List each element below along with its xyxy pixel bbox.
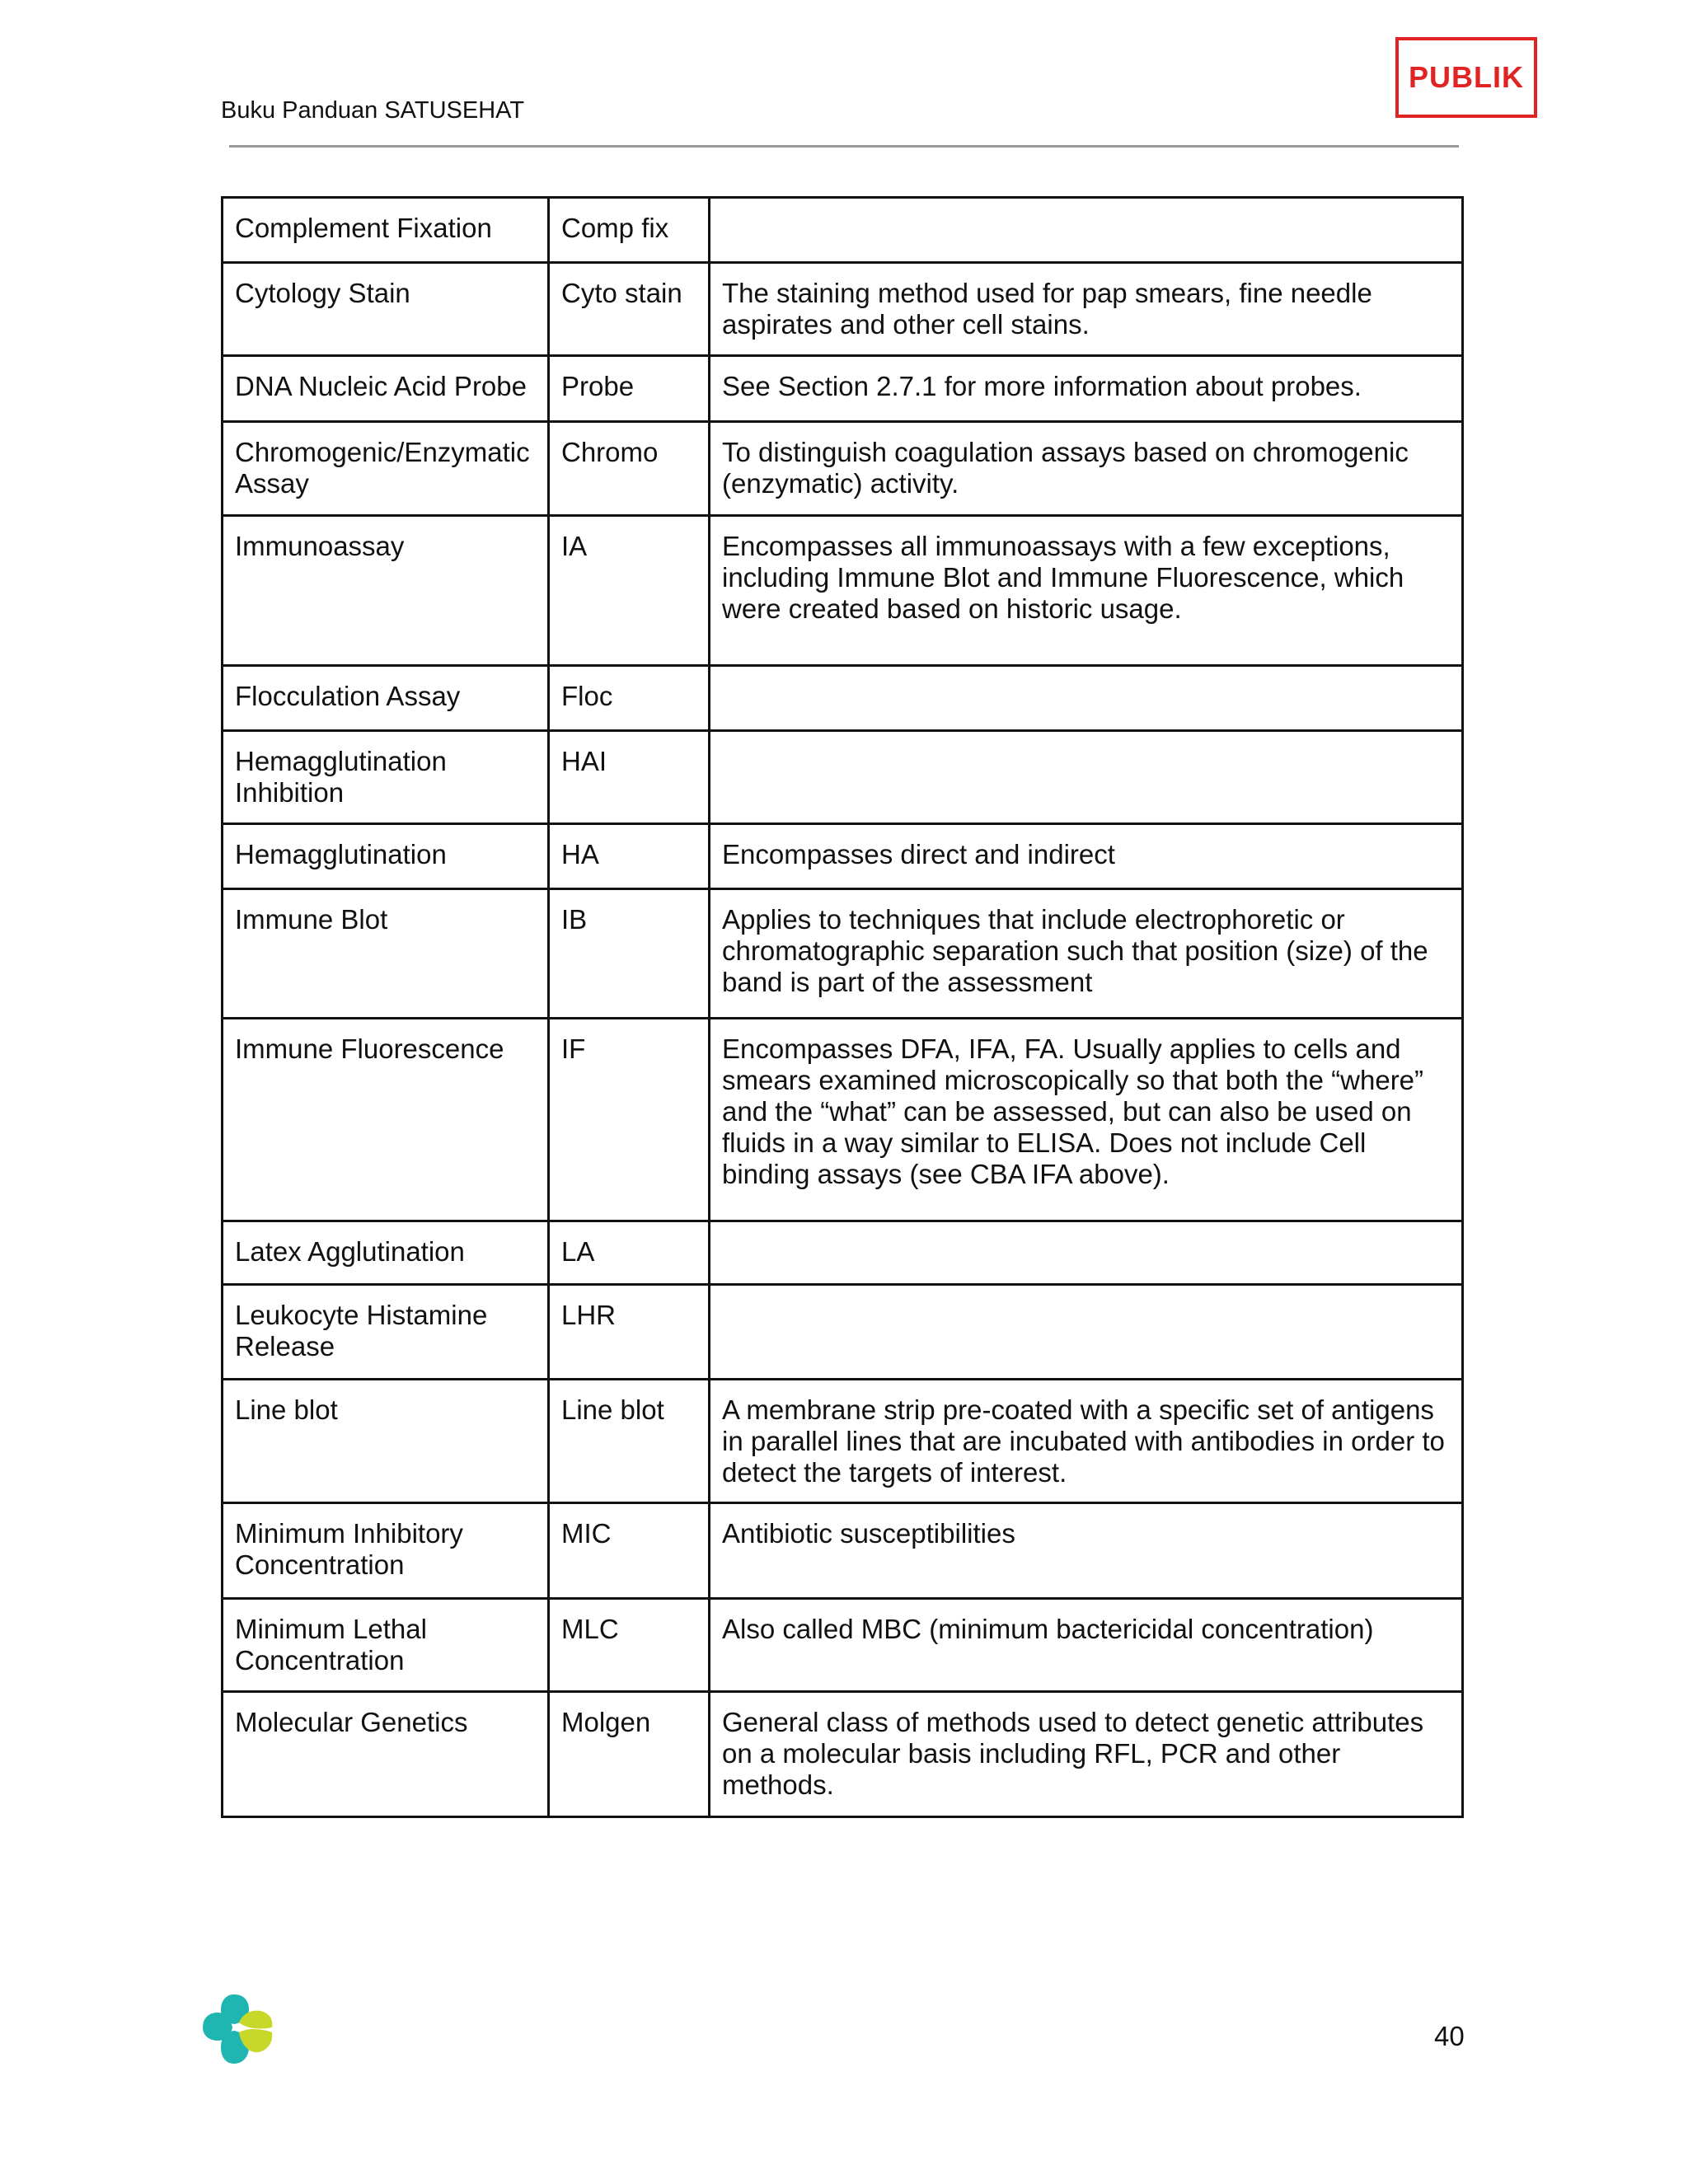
- abbreviation-cell: Floc: [549, 666, 710, 731]
- description-cell: A membrane strip pre-coated with a specific set of antigens in parallel lines that are incubated with antibodies in order to detect the targets of interest.: [710, 1380, 1463, 1503]
- abbreviation-cell: IF: [549, 1019, 710, 1221]
- description-cell: Encompasses all immunoassays with a few exceptions, including Immune Blot and Immune Fluorescence, which were created based on historic usage.: [710, 516, 1463, 666]
- table-row: [223, 1380, 1463, 1503]
- description-cell: Applies to techniques that include electrophoretic or chromatographic separation such that position (size) of the band is part of the assessment: [710, 889, 1463, 1019]
- abbreviation-cell: Cyto stain: [549, 263, 710, 356]
- abbreviation-cell: HA: [549, 824, 710, 889]
- description-cell: [710, 1285, 1463, 1380]
- method-cell: Latex Agglutination: [223, 1221, 549, 1285]
- method-cell: Minimum Lethal Concentration: [223, 1599, 549, 1692]
- page-number: 40: [1434, 2021, 1465, 2051]
- description-cell: Also called MBC (minimum bactericidal concentration): [710, 1599, 1463, 1692]
- method-cell: Complement Fixation: [223, 198, 549, 263]
- method-cell: Immune Fluorescence: [223, 1019, 549, 1221]
- kemenkes-logo-icon: [201, 1991, 275, 2067]
- description-cell: Encompasses direct and indirect: [710, 824, 1463, 889]
- table-row: [223, 516, 1463, 666]
- method-cell: Minimum Inhibitory Concentration: [223, 1503, 549, 1599]
- abbreviation-cell: Line blot: [549, 1380, 710, 1503]
- table-row: [223, 263, 1463, 356]
- table-row: [223, 731, 1463, 824]
- abbreviation-cell: LHR: [549, 1285, 710, 1380]
- abbreviation-cell: Chromo: [549, 422, 710, 516]
- table-row: [223, 356, 1463, 422]
- table-row: [223, 1285, 1463, 1380]
- method-cell: Leukocyte Histamine Release: [223, 1285, 549, 1380]
- method-cell: Molecular Genetics: [223, 1692, 549, 1817]
- abbreviation-cell: IA: [549, 516, 710, 666]
- method-cell: Flocculation Assay: [223, 666, 549, 731]
- method-cell: DNA Nucleic Acid Probe: [223, 356, 549, 422]
- abbreviation-cell: MLC: [549, 1599, 710, 1692]
- method-cell: Cytology Stain: [223, 263, 549, 356]
- abbreviation-cell: HAI: [549, 731, 710, 824]
- method-cell: Immune Blot: [223, 889, 549, 1019]
- table-row: [223, 1503, 1463, 1599]
- abbreviation-cell: LA: [549, 1221, 710, 1285]
- method-cell: Line blot: [223, 1380, 549, 1503]
- abbreviation-cell: MIC: [549, 1503, 710, 1599]
- method-cell: Hemagglutination: [223, 824, 549, 889]
- table-row: [223, 198, 1463, 263]
- header-divider: [229, 145, 1459, 148]
- description-cell: See Section 2.7.1 for more information about probes.: [710, 356, 1463, 422]
- description-cell: To distinguish coagulation assays based on chromogenic (enzymatic) activity.: [710, 422, 1463, 516]
- abbreviation-cell: Comp fix: [549, 198, 710, 263]
- document-title: Buku Panduan SATUSEHAT: [221, 97, 525, 124]
- table-row: [223, 1221, 1463, 1285]
- description-cell: The staining method used for pap smears, fine needle aspirates and other cell stains.: [710, 263, 1463, 356]
- abbreviation-cell: Probe: [549, 356, 710, 422]
- table-row: [223, 889, 1463, 1019]
- description-cell: Antibiotic susceptibilities: [710, 1503, 1463, 1599]
- description-cell: [710, 666, 1463, 731]
- description-cell: [710, 198, 1463, 263]
- table-row: [223, 824, 1463, 889]
- table-row: [223, 1599, 1463, 1692]
- description-cell: [710, 731, 1463, 824]
- method-cell: Hemagglutination Inhibition: [223, 731, 549, 824]
- method-cell: Immunoassay: [223, 516, 549, 666]
- method-cell: Chromogenic/Enzymatic Assay: [223, 422, 549, 516]
- abbreviation-cell: IB: [549, 889, 710, 1019]
- table-row: [223, 422, 1463, 516]
- method-table: [221, 196, 1464, 1818]
- description-cell: [710, 1221, 1463, 1285]
- table-row: [223, 1692, 1463, 1817]
- publik-stamp: PUBLIK: [1395, 37, 1537, 118]
- description-cell: Encompasses DFA, IFA, FA. Usually applies to cells and smears examined microscopically so that both the “where” and the “what” can be assessed, but can also be used on fluids in a way similar to ELISA. Does not include Cell binding assays (see CBA IFA above).: [710, 1019, 1463, 1221]
- abbreviation-cell: Molgen: [549, 1692, 710, 1817]
- table-row: [223, 1019, 1463, 1221]
- table-row: [223, 666, 1463, 731]
- description-cell: General class of methods used to detect genetic attributes on a molecular basis including RFL, PCR and other methods.: [710, 1692, 1463, 1817]
